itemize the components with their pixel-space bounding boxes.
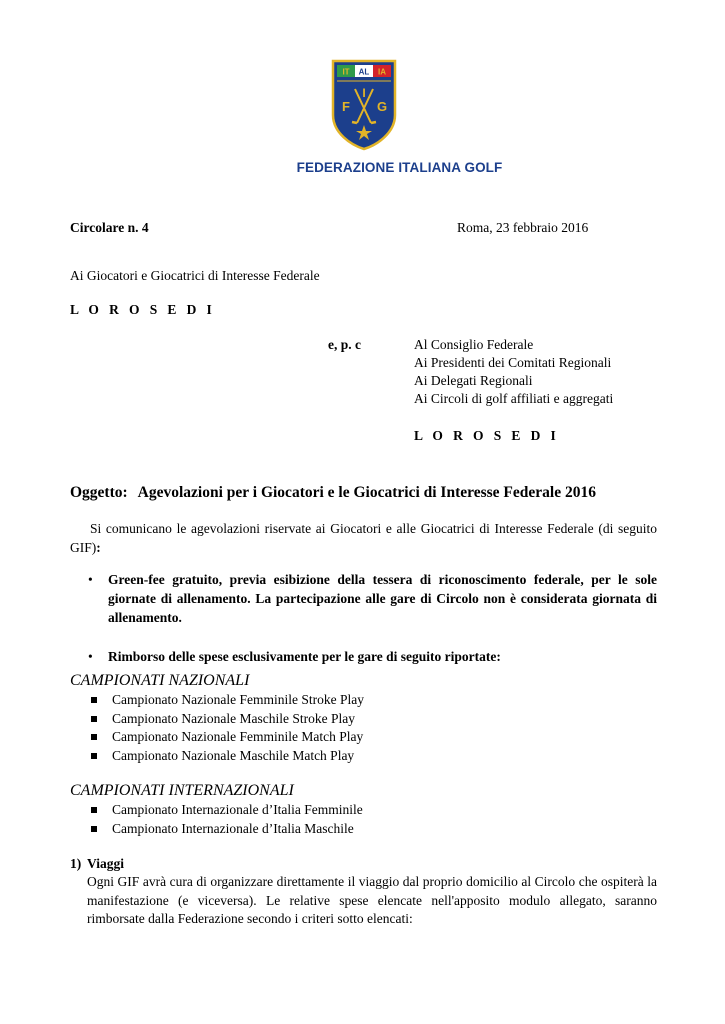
benefits-list	[70, 570, 657, 666]
international-list	[88, 801, 363, 838]
cc-item: Ai Delegati Regionali	[414, 373, 533, 388]
travel-heading: 1) Viaggi	[70, 856, 124, 871]
place-date: Roma, 23 febbraio 2016	[457, 220, 589, 235]
list-item: Campionato Nazionale Femminile Stroke Play	[88, 691, 364, 710]
list-item: Campionato Nazionale Maschile Match Play	[88, 747, 364, 766]
cc-item: Ai Presidenti dei Comitati Regionali	[414, 355, 612, 370]
loro-sedi-main: L O R O S E D I	[70, 302, 216, 317]
list-item: Campionato Internazionale d’Italia Maschile	[88, 820, 363, 839]
loro-sedi-cc: L O R O S E D I	[414, 428, 560, 443]
national-list	[88, 691, 364, 765]
fig-logo	[331, 59, 397, 151]
cc-item: Ai Circoli di golf affiliati e aggregati	[414, 391, 614, 406]
logo-g-text: G	[376, 99, 388, 114]
logo-al-text: AL	[358, 67, 370, 77]
subject-text: Agevolazioni per i Giocatori e le Giocatrici di Interesse Federale 2016	[137, 484, 596, 501]
list-item: • Rimborso delle spese esclusivamente per le gare di seguito riportate:	[88, 649, 501, 664]
logo-ia-text: IA	[378, 67, 386, 77]
recipient-main: Ai Giocatori e Giocatrici di Interesse Federale	[70, 268, 320, 283]
logo-it-text: IT	[342, 67, 350, 77]
international-title: CAMPIONATI INTERNAZIONALI	[70, 782, 294, 799]
travel-paragraph: Ogni GIF avrà cura di organizzare direttamente il viaggio dal proprio domicilio al Circolo che ospiterà la manifestazione (e viceversa). Le relative spese elencate nell'apposito modulo allegato, saranno rimborsate dalla Federazione secondo i criteri sotto elencati:	[87, 874, 657, 926]
subject-label: Oggetto:	[70, 484, 128, 501]
list-item: Campionato Nazionale Femminile Match Play	[88, 728, 364, 747]
logo-i-text: I	[362, 86, 366, 100]
list-item: • Green-fee gratuito, previa esibizione della tessera di riconoscimento federale, per le sole giornate di allenamento. La partecipazione alle gare di Circolo non è considerata giornata di allenamento.	[88, 572, 657, 625]
list-item: Campionato Internazionale d’Italia Femminile	[88, 801, 363, 820]
logo-f-text: F	[342, 99, 350, 114]
federation-name: FEDERAZIONE ITALIANA GOLF	[296, 160, 503, 175]
circular-number: Circolare n. 4	[70, 220, 149, 235]
intro-paragraph: Si comunicano le agevolazioni riservate ai Giocatori e alle Giocatrici di Interesse Federale (di seguito GIF):	[70, 521, 657, 555]
cc-item: Al Consiglio Federale	[414, 337, 534, 352]
subject-line	[70, 484, 596, 502]
cc-label: e, p. c	[328, 337, 361, 352]
national-title: CAMPIONATI NAZIONALI	[70, 672, 250, 689]
list-item: Campionato Nazionale Maschile Stroke Play	[88, 710, 364, 729]
